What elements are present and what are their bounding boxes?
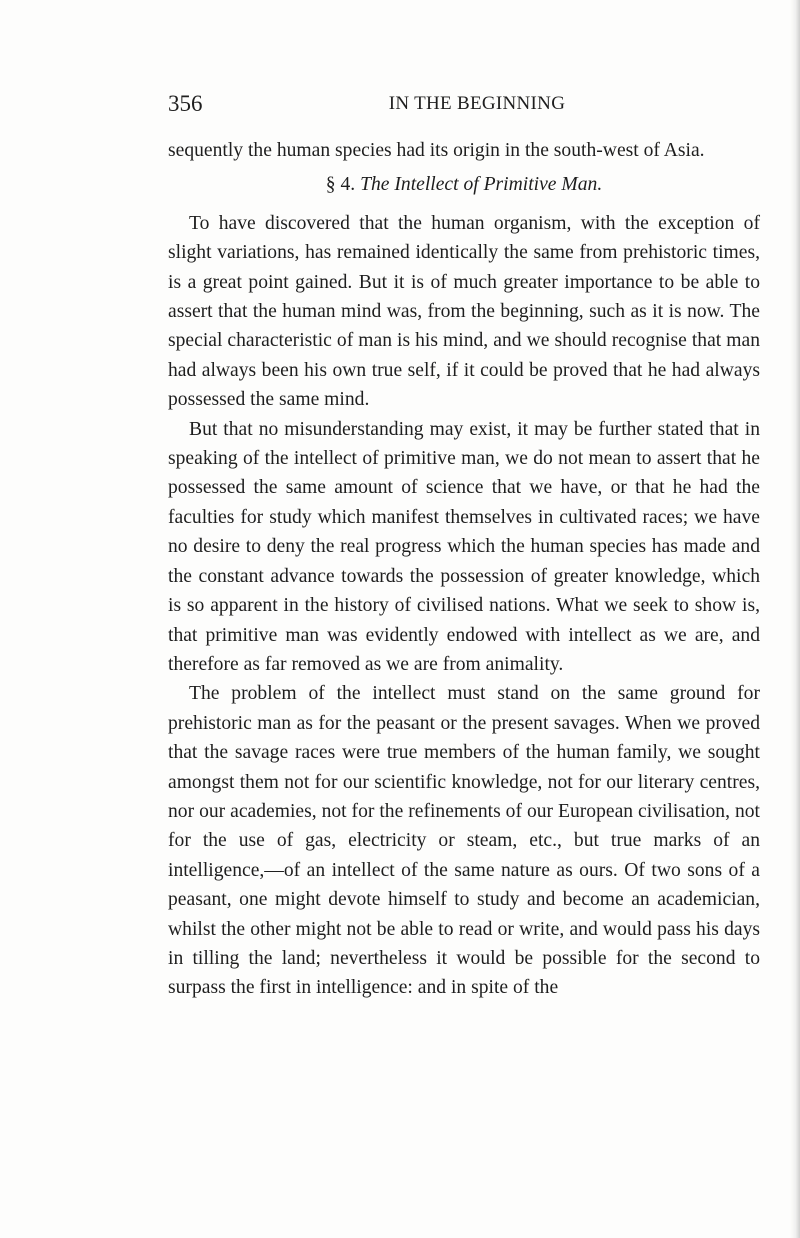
paragraph: The problem of the intellect must stand on the same ground for prehistoric man as for the peasant or the present savages. When we proved that the savage races were true members of the human family, we sought amongst them not for our scientific knowledge, not for our literary centres, nor our academies, not for the refinements of our European civilisation, not for the use of gas, electricity or steam, etc., but true marks of an intelligence,—of an intellect of the same nature as ours. Of two sons of a peasant, one might devote himself to study and become an academician, whilst the other might not be able to read or write, and would pass his days in tilling the land; nevertheless it would be possible for the second to surpass the first in intelligence: and in spite of the <box>168 683 760 999</box>
page-number: 356 <box>168 91 203 116</box>
paragraph-continuation: sequently the human species had its origin in the south-west of Asia. <box>168 140 705 161</box>
section-title: The Intellect of Primitive Man. <box>360 174 603 196</box>
paragraph: But that no misunderstanding may exist, it may be further stated that in speaking of the intellect of primitive man, we do not mean to assert that he possessed the same amount of science that we have, or that he had the faculties for study which manifest themselves in cultivated races; we have no desire to deny the real progress which the human species has made and the constant advance towards the possession of greater knowledge, which is so apparent in the history of civilised nations. What we seek to show is, that primitive man was evidently endowed with intellect as we are, and therefore as far removed as we are from animality. <box>168 418 760 675</box>
paragraph: To have discovered that the human organism, with the exception of slight variations, has remained identically the same from prehistoric times, is a great point gained. But it is of much greater importance to be able to assert that the human mind was, from the beginning, such as it is now. The special characteristic of man is his mind, and we should recognise that man had always been his own true self, if it could be proved that he had always possessed the same mind. <box>168 212 760 411</box>
page-edge-shadow <box>790 0 800 1238</box>
page-header <box>168 88 742 120</box>
body-text <box>168 136 760 1003</box>
section-number: § 4. <box>325 174 356 196</box>
running-head: IN THE BEGINNING <box>388 93 566 114</box>
section-heading <box>168 170 760 199</box>
